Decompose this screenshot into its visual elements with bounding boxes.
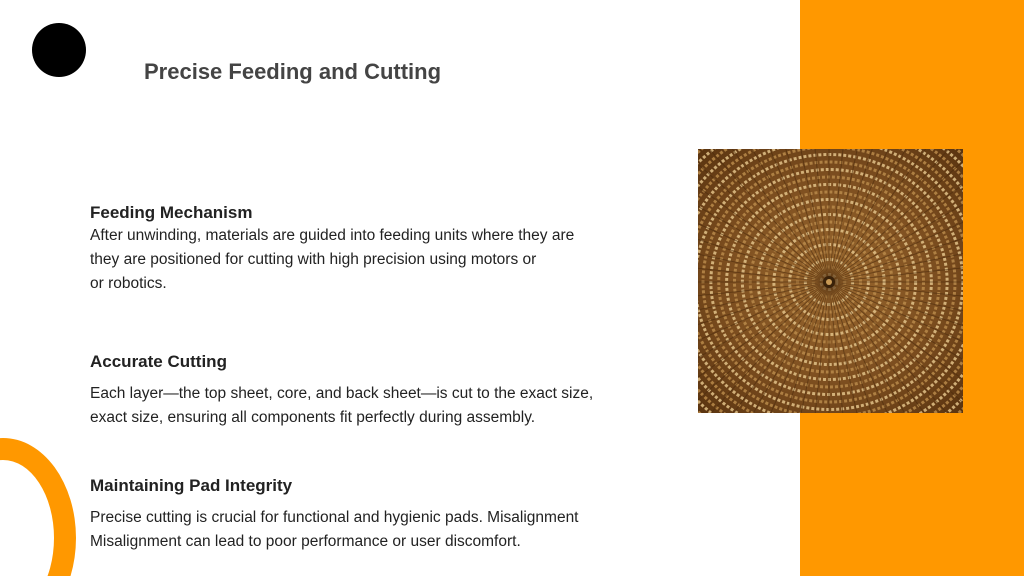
section-maintaining-pad-integrity (90, 476, 650, 554)
woven-basket-image (698, 149, 963, 413)
black-dot-decoration (32, 23, 86, 77)
section-feeding-mechanism (90, 203, 650, 296)
body-line: Each layer—the top sheet, core, and back sheet—is cut to the exact size, (90, 385, 594, 402)
section-heading: Feeding Mechanism (90, 203, 253, 222)
section-body (90, 506, 650, 554)
woven-basket-photo (698, 149, 963, 413)
body-line: Precise cutting is crucial for functional and hygienic pads. Misalignment (90, 509, 579, 526)
body-line: exact size, ensuring all components fit perfectly during assembly. (90, 409, 536, 426)
body-line: Misalignment can lead to poor performance or user discomfort. (90, 533, 521, 550)
section-body (90, 224, 650, 296)
orange-ring-decoration (0, 438, 76, 576)
slide-title: Precise Feeding and Cutting (144, 59, 442, 84)
body-line: they are positioned for cutting with high precision using motors or (90, 251, 537, 268)
section-heading: Maintaining Pad Integrity (90, 476, 293, 495)
body-line: or robotics. (90, 275, 167, 292)
section-accurate-cutting (90, 352, 650, 430)
section-heading: Accurate Cutting (90, 352, 227, 371)
basket-center-highlight (826, 279, 832, 285)
body-line: After unwinding, materials are guided into feeding units where they are (90, 227, 575, 244)
section-body (90, 382, 650, 430)
